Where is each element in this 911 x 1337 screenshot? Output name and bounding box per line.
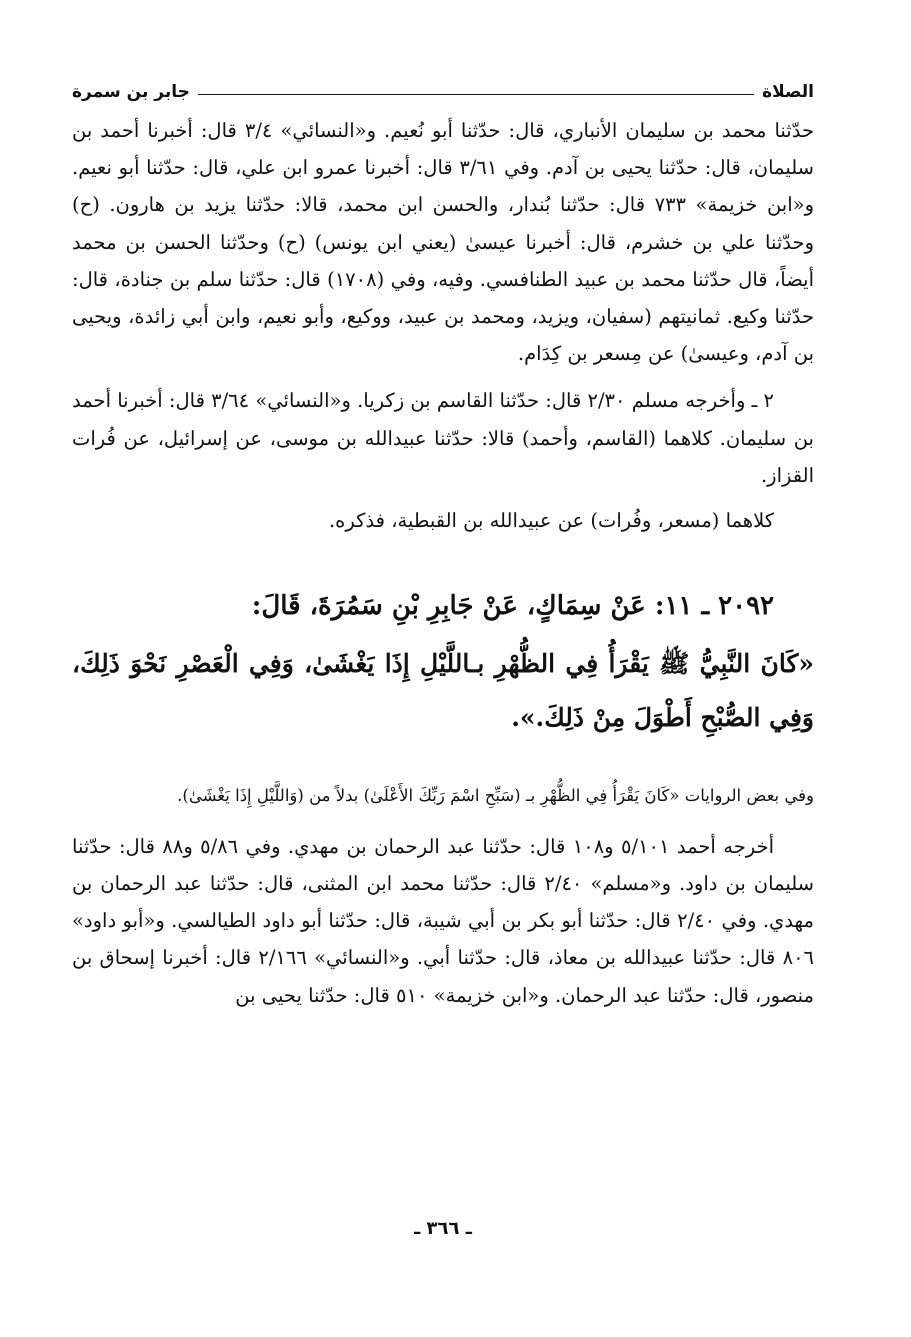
narrator-title: جابر بن سمرة <box>72 82 190 102</box>
header-rule <box>198 94 754 95</box>
running-header <box>72 78 814 106</box>
book-page <box>72 78 814 1258</box>
paragraph-chain-summary: كلاهما (مسعر، وفُرات) عن عبيدالله بن القبطية، فذكره. <box>328 509 774 533</box>
section-title: الصلاة <box>762 82 814 102</box>
hadith-text: «كَانَ النَّبِيُّ ﷺ يَقْرَأُ فِي الظُّهْرِ بـاللَّيْلِ إِذَا يَغْشَىٰ، وَفِي الْعَصْرِ نَحْوَ ذَلِكَ، وَفِي الصُّبْحِ أَطْوَلَ مِنْ ذَلِكَ.». <box>72 649 814 733</box>
paragraph-takhrij: أخرجه أحمد ٥/١٠١ و١٠٨ قال: حدّثنا عبد الرحمان بن مهدي. وفي ٥/٨٦ و٨٨ قال: حدّثنا سليمان بن داود. و«مسلم» ٢/٤٠ قال: حدّثنا محمد ابن المثنى، قال: حدّثنا عبد الرحمان بن مهدي. وفي ٢/٤٠ قال: حدّثنا أبو بكر بن أبي شيبة، قال: حدّثنا أبو داود الطيالسي. و«أبو داود» ٨٠٦ قال: حدّثنا عبيدالله بن معاذ، قال: حدّثنا أبي. و«النسائي» ٢/١٦٦ قال: أخبرنا إسحاق بن منصور، قال: حدّثنا عبد الرحمان. و«ابن خزيمة» ٥١٠ قال: حدّثنا يحيى بن <box>72 834 815 1007</box>
hadith-heading: ٢٠٩٢ ـ ١١: عَنْ سِمَاكٍ، عَنْ جَابِرِ بْنِ سَمُرَةَ، قَالَ: <box>251 591 774 622</box>
page-number: ـ ٣٦٦ ـ <box>414 1218 472 1239</box>
paragraph-chain-2: ٢ ـ وأخرجه مسلم ٢/٣٠ قال: حدّثنا القاسم بن زكريا. و«النسائي» ٣/٦٤ قال: أخبرنا أحمد بن سليمان. كلاهما (القاسم، وأحمد) قالا: حدّثنا عبيدالله بن موسى، عن إسرائيل، عن فُرات القزاز. <box>72 389 814 487</box>
paragraph-chain-1: حدّثنا محمد بن سليمان الأنباري، قال: حدّثنا أبو نُعيم. و«النسائي» ٣/٤ قال: أخبرنا أحمد بن سليمان، قال: حدّثنا يحيى بن آدم. وفي ٣/٦١ قال: أخبرنا عمرو ابن علي، قال: حدّثنا أبو نعيم. و«ابن خزيمة» ٧٣٣ قال: حدّثنا بُندار، والحسن ابن محمد، قالا: حدّثنا يزيد بن هارون. (ح) وحدّثنا علي بن خشرم، قال: أخبرنا عيسىٰ (يعني ابن يونس) (ح) وحدّثنا الحسن بن محمد أيضاً، قال حدّثنا محمد بن عبيد الطنافسي. وفيه، وفي (١٧٠٨) قال: حدّثنا سلم بن جنادة، قال: حدّثنا وكيع. ثمانيتهم (سفيان، ويزيد، ومحمد بن عبيد، ووكيع، وأبو نعيم، وابن أبي زائدة، ويحيى بن آدم، وعيسىٰ) عن مِسعر بن كِدَام. <box>72 119 815 366</box>
variant-note: وفي بعض الروايات «كَانَ يَقْرَأُ فِي الظُّهْرِ بـ (سَبِّحِ اسْمَ رَبِّكَ الأَعْلَىٰ) بدلاً من (وَاللَّيْلِ إِذَا يَغْشَىٰ). <box>177 786 814 806</box>
